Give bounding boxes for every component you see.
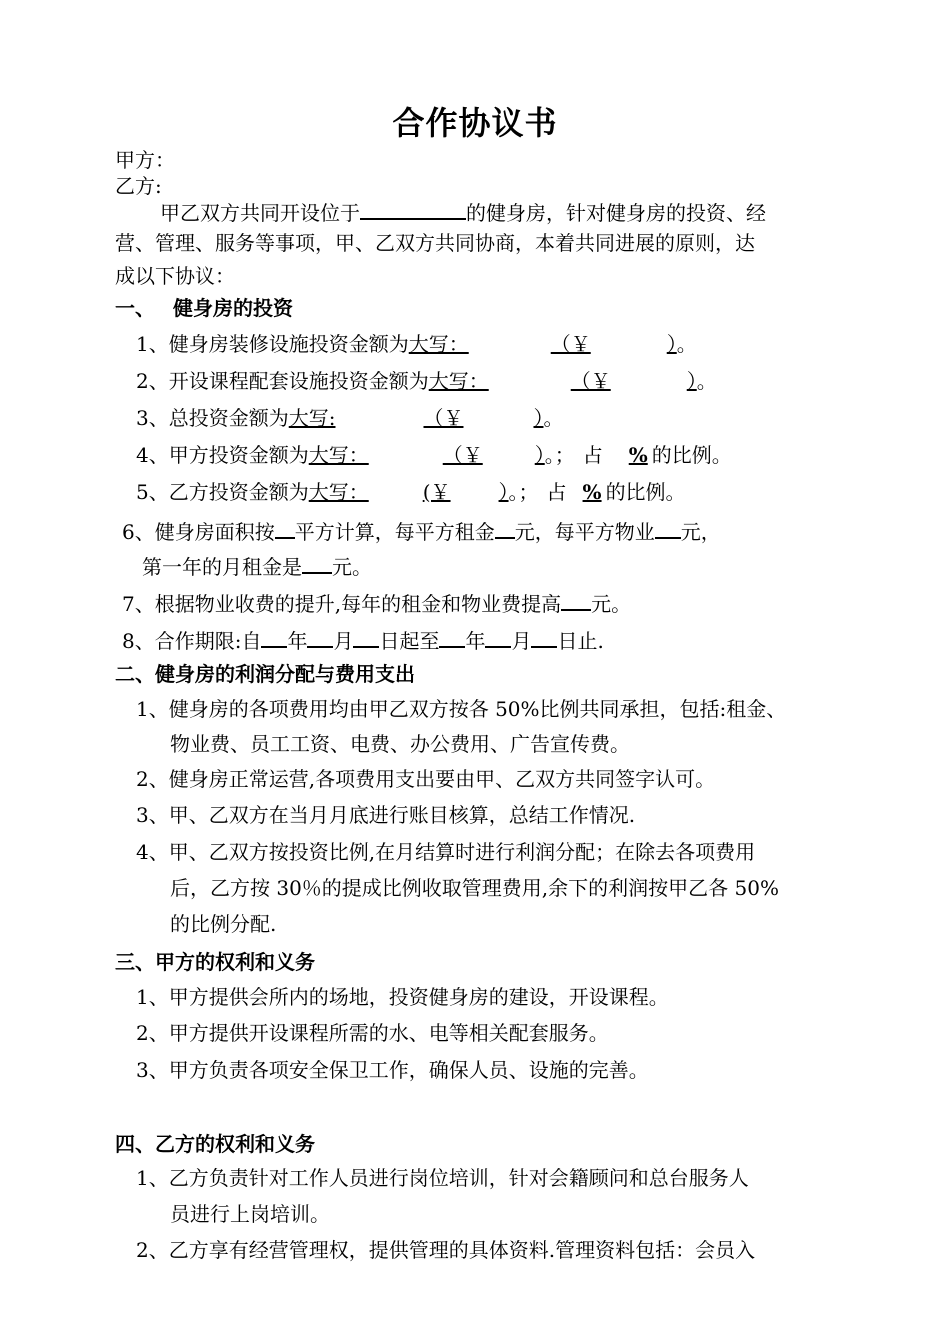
s1-item-4 [136,441,732,469]
s1-item-1-amount [409,332,677,356]
s1-item-8-text: 8、合作期限:自 [122,629,262,653]
s1-item-2 [136,367,717,395]
s3-item-3: 3、甲方负责各项安全保卫工作，确保人员、设施的完善。 [136,1058,649,1082]
section-3-heading: 三、甲方的权利和义务 [115,950,315,974]
intro-text-1b: 的健身房，针对健身房的投资、经 [466,201,766,225]
s1-item-5-amount [309,480,509,504]
s1-item-1-yen: （￥ [550,332,591,356]
s1-item-4-sep: 。； [544,443,575,467]
s1-item-6-text-c: 元，每平方物业 [514,520,655,544]
s1-item-5-percent-sign: % [582,480,602,504]
s1-item-6-text-a: 6、健身房面积按 [122,520,275,544]
property-fee-blank [655,515,681,539]
s1-item-7 [122,587,631,618]
intro-line-3: 成以下协议： [115,264,235,288]
s1-item-4-amount [309,443,545,467]
s1-item-3 [136,404,563,432]
intro-text-1a: 甲乙双方共同开设位于 [160,201,360,225]
s1-item-3-end: 。 [543,406,564,430]
s2-item-2: 2、健身房正常运营,各项费用支出要由甲、乙双方共同签字认可。 [136,767,716,791]
s4-item-1: 1、乙方负责针对工作人员进行岗位培训，针对会籍顾问和总台服务人 [136,1166,749,1190]
end-year-label: 年 [465,629,486,653]
end-year-blank [439,624,465,648]
party-a-label: 甲方： [115,148,175,172]
s1-item-4-percent-sign: % [628,443,648,467]
s1-item-4-capital: 大写： [308,443,369,467]
s1-item-3-amount [289,406,544,430]
s2-item-4: 4、甲、乙双方按投资比例,在月结算时进行利润分配；在除去各项费用 [136,840,756,864]
s1-item-5-text: 5、乙方投资金额为 [136,480,309,504]
rent-blank [495,515,515,539]
increase-blank [561,587,591,611]
section-4-heading: 四、乙方的权利和义务 [115,1132,315,1156]
end-day-blank [531,624,557,648]
section-1-title: 健身房的投资 [173,296,293,320]
s1-item-2-close: ） [686,369,697,393]
s1-item-5-percent [567,480,606,504]
s1-item-4-text: 4、甲方投资金额为 [136,443,309,467]
s1-item-2-capital: 大写： [428,369,489,393]
s1-item-7-end: 元。 [591,592,632,616]
document-title: 合作协议书 [392,104,558,142]
intro-line-2: 营、管理、服务等事项，甲、乙双方共同协商，本着共同进展的原则，达 [115,231,755,255]
s1-item-6 [122,515,721,546]
s2-item-1-cont: 物业费、员工工资、电费、办公费用、广告宣传费。 [170,732,630,756]
s1-item-3-yen: （￥ [423,406,464,430]
s1-item-5-capital: 大写： [308,480,369,504]
section-1-number: 一、 [115,296,155,320]
s1-item-4-yen: （￥ [442,443,483,467]
s1-item-1-capital: 大写： [408,332,469,356]
s2-item-1: 1、健身房的各项费用均由甲乙双方按各 50%比例共同承担，包括:租金、 [136,697,787,721]
start-year-label: 年 [287,629,308,653]
s1-item-6-text-b: 平方计算，每平方租金 [294,520,495,544]
party-b-label: 乙方: [115,174,162,198]
s4-item-1-cont: 员进行上岗培训。 [170,1202,330,1226]
s1-item-5-share: 占 [546,480,567,504]
s1-item-6-text-e: 第一年的月租金是 [142,555,302,579]
s3-item-1: 1、甲方提供会所内的场地，投资健身房的建设，开设课程。 [136,985,669,1009]
intro-line-1 [160,196,766,227]
s2-item-3: 3、甲、乙双方在当月月底进行账目核算，总结工作情况. [136,803,636,827]
s1-item-1 [136,330,697,358]
s1-item-6-text-f: 元。 [332,555,372,579]
start-day-label: 日起至 [379,629,440,653]
s1-item-6-cont [142,550,372,581]
s1-item-5 [136,478,686,506]
start-day-blank [353,624,379,648]
s1-item-3-close: ） [533,406,544,430]
s1-item-1-end: 。 [676,332,697,356]
s1-item-4-share: 占 [582,443,603,467]
end-month-blank [485,624,511,648]
s1-item-5-close: ） [498,480,509,504]
s1-item-2-end: 。 [696,369,717,393]
s1-item-2-amount [429,369,697,393]
start-month-blank [307,624,333,648]
s1-item-1-close: ） [666,332,677,356]
location-blank [360,196,466,220]
s1-item-5-sep: 。； [508,480,539,504]
s1-item-3-text: 3、总投资金额为 [136,406,289,430]
end-day-label: 日止. [557,629,604,653]
s1-item-7-text: 7、根据物业收费的提升,每年的租金和物业费提高 [122,592,562,616]
s1-item-2-yen: （￥ [570,369,611,393]
s1-item-1-text: 1、健身房装修设施投资金额为 [136,332,409,356]
start-month-label: 月 [333,629,354,653]
s2-item-4-cont-1: 后，乙方按 30％的提成比例收取管理费用,余下的利润按甲乙各 50% [170,876,779,900]
area-blank [275,515,295,539]
s3-item-2: 2、甲方提供开设课程所需的水、电等相关配套服务。 [136,1021,609,1045]
section-1-heading [115,294,293,322]
s2-item-4-cont-2: 的比例分配. [170,912,277,936]
section-2-heading: 二、健身房的利润分配与费用支出 [115,662,415,686]
s1-item-4-percent [603,443,652,467]
start-year-blank [261,624,287,648]
s1-item-6-text-d: 元， [680,520,721,544]
s4-item-2: 2、乙方享有经营管理权，提供管理的具体资料.管理资料包括：会员入 [136,1238,756,1262]
s1-item-5-ratio: 的比例。 [605,480,686,504]
s1-item-3-capital: 大写: [288,406,336,430]
s1-item-4-close: ） [534,443,545,467]
s1-item-2-text: 2、开设课程配套设施投资金额为 [136,369,429,393]
s1-item-4-ratio: 的比例。 [651,443,732,467]
monthly-rent-blank [302,550,332,574]
s1-item-8 [122,624,604,655]
s1-item-5-yen: (￥ [422,480,451,504]
end-month-label: 月 [511,629,532,653]
